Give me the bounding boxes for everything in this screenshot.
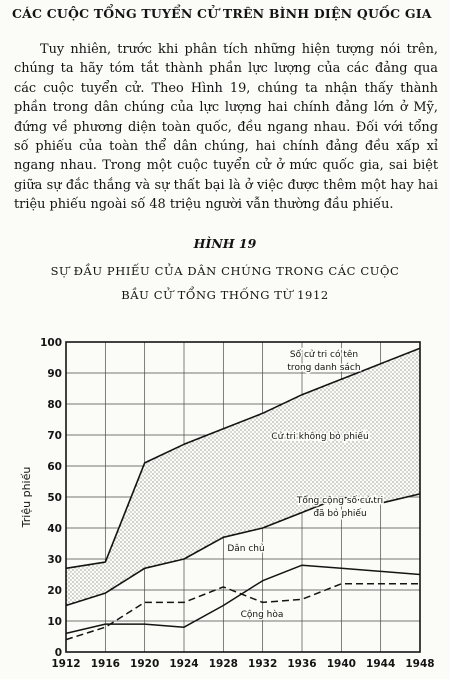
x-tick-label: 1928 — [208, 658, 238, 670]
y-tick-label: 80 — [47, 399, 62, 411]
x-tick-label: 1924 — [169, 658, 199, 670]
y-tick-label: 90 — [47, 368, 62, 380]
label-voters-line: Tổng cộng số cử tri — [296, 496, 384, 506]
x-tick-label: 1936 — [287, 658, 317, 670]
y-tick-label: 10 — [47, 616, 62, 628]
page-header: CÁC CUỘC TỔNG TUYỂN CỬ TRÊN BÌNH DIỆN QUỐC GIA — [12, 6, 432, 21]
y-tick-label: 100 — [40, 337, 62, 349]
x-tick-label: 1932 — [248, 658, 278, 670]
x-tick-label: 1944 — [366, 658, 396, 670]
voting-chart — [0, 325, 450, 679]
nonvoters-band — [66, 348, 420, 605]
label-dem-line: Dân chủ — [227, 544, 265, 554]
label-rep-line: Cộng hòa — [240, 610, 284, 620]
label-nonvoters-line: Cử tri không bỏ phiếu — [271, 432, 369, 442]
y-tick-label: 60 — [47, 461, 62, 473]
y-tick-label: 50 — [47, 492, 62, 504]
figure-label: HÌNH 19 — [193, 236, 257, 251]
x-tick-label: 1920 — [130, 658, 160, 670]
y-tick-label: 40 — [47, 523, 62, 535]
y-axis-label: Triệu phiếu — [20, 466, 33, 528]
label-registered-line: trong danh sách — [287, 363, 361, 373]
figure-title-line-1: SỰ ĐẦU PHIẾU CỦA DÂN CHÚNG TRONG CÁC CUỘC — [50, 264, 400, 278]
y-tick-label: 30 — [47, 554, 62, 566]
label-registered-line: Số cử tri có tên — [289, 350, 359, 360]
label-registered — [287, 349, 360, 373]
label-nonvoters — [271, 431, 368, 442]
x-tick-label: 1916 — [90, 658, 120, 670]
x-tick-label: 1948 — [405, 658, 435, 670]
y-tick-label: 0 — [54, 647, 62, 659]
label-dem — [227, 543, 264, 554]
x-tick-label: 1940 — [326, 658, 356, 670]
y-tick-label: 70 — [47, 430, 62, 442]
figure-title-line-2: BẦU CỬ TỔNG THỐNG TỪ 1912 — [121, 288, 329, 302]
label-voters-line: đã bỏ phiếu — [313, 509, 367, 519]
y-tick-label: 20 — [47, 585, 62, 597]
label-rep — [241, 609, 284, 620]
body-paragraph: Tuy nhiên, trước khi phân tích những hiện tượng nói trên, chúng ta hãy tóm tắt thành phần lực lượng của các đảng qua các cuộc tuyển cử. Theo Hình 19, chúng ta nhận thấy thành phần trong dân chúng của lực lượng hai chính đảng lớn ở Mỹ, đứng về phương diện toàn quốc, đều ngang nhau. Đối với tổng số phiếu của toàn thể dân chúng, hai chính đảng đều xấp xỉ ngang nhau. Trong một cuộc tuyển cử ở mức quốc gia, sai biệt giữa sự đắc thắng và sự thất bại là ở việc được thêm một hay hai triệu phiếu ngoài số 48 triệu người vẫn thường đầu phiếu. — [14, 42, 438, 213]
x-tick-label: 1912 — [51, 658, 81, 670]
